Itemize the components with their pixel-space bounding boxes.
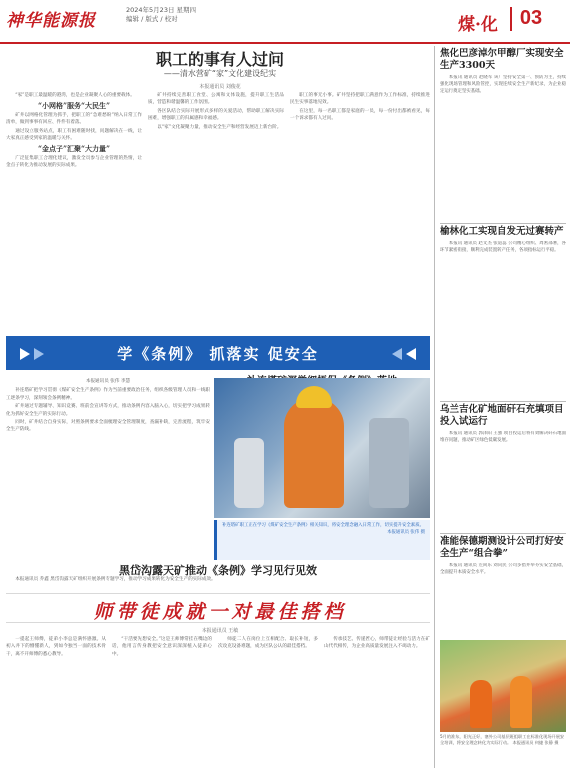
story4-column-3: 师徒二人在岗位上互相配合、取长补短，多次攻克设备难题，成为区队公认的最佳搭档。 bbox=[218, 637, 318, 650]
story3-column: 本报通讯员 乔鑫 黑岱沟露天矿组织开展条例专题学习，推动学习成果转化为安全生产的实际成效。 bbox=[15, 577, 216, 582]
lead-headline: 职工的事有人过问 bbox=[155, 50, 284, 69]
section-tag bbox=[452, 4, 570, 34]
sidebar-story-4-title: 准能保德期测设计公司打好安全生产“组合拳” bbox=[440, 536, 564, 559]
issue-date: 2024年5月23日 星期四 bbox=[126, 6, 197, 14]
sidebar-story-3-title: 乌兰吉化矿地面矸石充填项目投入试运行 bbox=[440, 404, 564, 427]
sidebar-story-2: 榆林化工实现自发无过赛转产 本报讯 通讯员 赵文杰 张道蕊 公司精心组织、周密部署，各环节紧密衔接，顺利完成装置转产任务，各项指标运行平稳。 bbox=[440, 226, 566, 381]
sidebar-story-1-title: 焦化巴彦淖尔甲醇厂实现安全生产3300天 bbox=[440, 48, 564, 71]
masthead-info bbox=[126, 6, 196, 24]
topic-banner bbox=[6, 336, 430, 370]
lead-column-3: 职工的事无小事。矿井坚持把职工满意作为工作标准，持续推进民生实事落地见效。 在这里，每一名职工都是家庭的一员，每一份付出都被看见，每一个诉求都有人过问。 bbox=[290, 93, 430, 122]
story2-byline: 本报通讯员 张伟 李慧 bbox=[85, 379, 131, 384]
hard-hat bbox=[296, 386, 332, 408]
topic-banner-title: 学《条例》 抓落实 促安全 bbox=[117, 345, 319, 363]
lead-subhead-1: “小网格”服务“大民生” bbox=[37, 101, 111, 111]
story2-column: 本报通讯员 张伟 李慧 补连塔矿把学习贯彻《煤矿安全生产条例》作为当前重要政治任务，组织各级管理人员和一线职工逐条学习，深刻领会条例精神。 矿井通过专题辅导、知识竞赛、班前会宣讲等方式，推动条例内容入脑入心，切实把学习成果转化为抓好安全生产的实际行动。 同时，矿井结合自身实际，对照条例要求全面梳理安全管理制度，查漏补缺，完善流程，筑牢安全生产防线。 bbox=[6, 379, 210, 433]
story4-headline: 师带徒成就一对最佳搭档 bbox=[93, 601, 347, 623]
story4-column-2: “干活要先想安全。”这是王师傅常挂在嘴边的话，他用言传身教把安全意识深深植入徒弟心中。 bbox=[112, 637, 212, 657]
column-divider bbox=[434, 46, 435, 768]
safety-training-photo bbox=[214, 378, 430, 518]
editor-line: 编辑 / 版式 / 校对 bbox=[126, 15, 178, 23]
story4-column-4: 传承技艺、传递匠心，师带徒让经验与活力在矿山代代相传，为企业高质量发展注入不竭动力。 bbox=[324, 637, 430, 650]
story3-headline: 黑岱沟露天矿推动《条例》学习见行见效 bbox=[119, 564, 317, 577]
sidebar-story-2-title: 榆林化工实现自发无过赛转产 bbox=[440, 226, 564, 237]
page-number: 03 bbox=[510, 7, 550, 31]
lead-subhead-2: “金点子”汇聚“大力量” bbox=[37, 144, 111, 154]
sidebar-story-3: 乌兰吉化矿地面矸石充填项目投入试运行 本报讯 通讯员 郭泽阳 王强 项目投运后将有效解决矸石地面堆存问题，推动矿区绿色低碳发展。 bbox=[440, 404, 566, 541]
newspaper-logo: 神华能源报 bbox=[6, 11, 96, 31]
field-training-photo bbox=[440, 640, 566, 732]
lead-byline: 本报通讯员 刘俊花 bbox=[199, 84, 241, 90]
sidebar-story-1: 焦化巴彦淖尔甲醇厂实现安全生产3300天 本报讯 通讯员 赵晓军 该厂坚持安全第一、预防为主，持续强化现场管理和风险管控，实现连续安全生产新纪录，为企业稳定运行奠定坚实基础。 bbox=[440, 48, 566, 94]
sidebar-story-3-byline: 本报讯 通讯员 郭泽阳 王强 bbox=[448, 431, 503, 436]
photo-credit: 本报通讯员 张伟 摄 bbox=[387, 529, 425, 535]
chevron-left-icon bbox=[392, 348, 402, 360]
masthead bbox=[0, 0, 570, 44]
sidebar-photo-caption bbox=[440, 734, 566, 746]
chevron-left-icon bbox=[406, 348, 416, 360]
sidebar-story-4: 准能保德期测设计公司打好安全生产“组合拳” 本报讯 通讯员 左尚乐 刘向民 公司多措并举夯实安全基础，全面提升本质安全水平。 bbox=[440, 536, 566, 635]
lead-column-1: “家”是职工最温暖的港湾，也是企业凝聚人心的重要载体。 “小网格”服务“大民生” 矿井以网格化管理为抓手，把职工的“急难愁盼”纳入日常工作清单，做到事事有回应、件件有着落。 通过设立服务站点，职工有困难随时找，问题解决在一线，让大家真正感受到家的温暖与关怀。 “金点子”汇聚“大力量” 广泛征集职工合理化建议，激发全员参与企业管理的热情，让金点子转化为推动发展的实际成果。 bbox=[6, 93, 142, 169]
photo-caption: 补连塔矿职工正在学习《煤矿安全生产条例》相关知识，将安全理念融入日常工作，切实提升安全素质。 bbox=[222, 523, 424, 528]
section-name: 煤·化 bbox=[458, 15, 498, 35]
sidebar-story-1-byline: 本报讯 通讯员 赵晓军 bbox=[448, 75, 493, 80]
sidebar-story-4-byline: 本报讯 通讯员 左尚乐 刘向民 bbox=[448, 563, 507, 568]
lead-column-2: 矿井持续完善职工食堂、公寓和文体设施，提升职工生活品质，营造和谐温馨的工作氛围。 各区队结合实际开展形式多样的关爱活动，帮助职工解决实际困难，增强职工的归属感和幸福感。 以“家”文化凝聚力量，推动安全生产和经营发展迈上新台阶。 bbox=[148, 93, 284, 130]
sidebar-photo-credit: 本报通讯员 何捷 张静 摄 bbox=[512, 740, 559, 746]
story3-byline: 本报通讯员 乔鑫 bbox=[15, 577, 49, 582]
lead-subheadline: ——清水营矿“家”文化建设纪实 bbox=[163, 69, 277, 78]
sidebar-story-2-byline: 本报讯 通讯员 赵文杰 张道蕊 bbox=[448, 241, 507, 246]
story4-column-1: 一提起王师傅，徒弟小李总是满怀感激。从初入井下的懵懂新人，到如今独当一面的技术骨干，离不开师傅的悉心教导。 bbox=[6, 637, 106, 657]
story4-byline: 本报通讯员 王敏 bbox=[201, 628, 239, 634]
photo-caption-box bbox=[214, 520, 430, 560]
sidebar-photo-caption-text: 5月的准东，阳光正好，塞外公司基层班组职工在标准化现场开展安全培训，将安全理念转化为实际行动。 bbox=[440, 734, 565, 746]
